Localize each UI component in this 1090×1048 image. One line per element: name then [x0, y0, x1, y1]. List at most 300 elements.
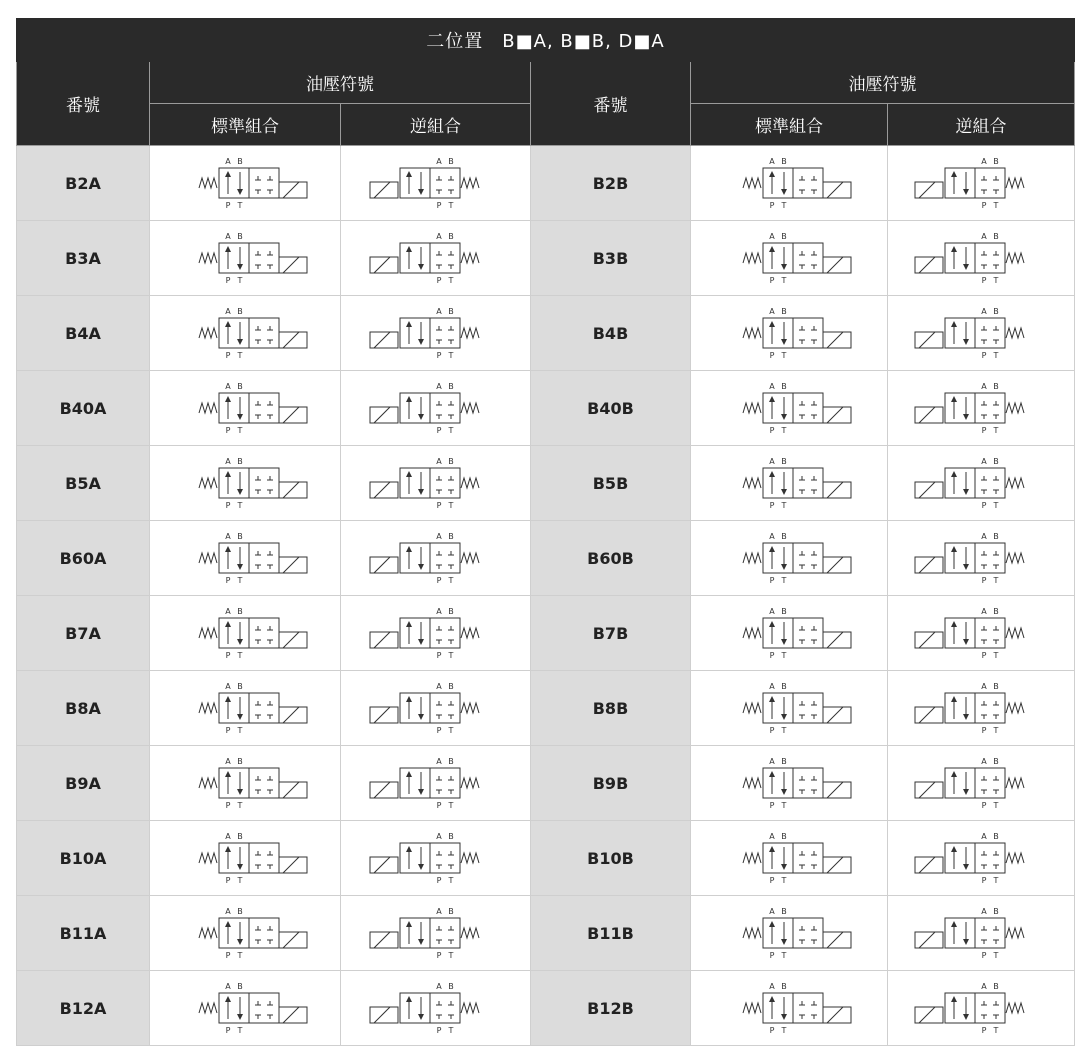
symbol-standard-b — [691, 896, 888, 971]
port-a-label: A — [981, 382, 987, 391]
port-b-label: B — [993, 532, 999, 541]
valve-code: B5A — [17, 446, 150, 521]
port-t-label: T — [237, 576, 243, 585]
port-a-label: A — [769, 157, 775, 166]
port-a-label: A — [981, 682, 987, 691]
valve-code: B10A — [17, 821, 150, 896]
port-t-label: T — [993, 351, 999, 360]
port-t-label: T — [448, 1026, 453, 1035]
valve-symbol-icon — [719, 602, 859, 664]
valve-code: B10B — [531, 821, 691, 896]
port-b-label: B — [447, 757, 454, 766]
valve-code: B4A — [17, 296, 150, 371]
port-t-label: T — [993, 951, 999, 960]
port-p-label: P — [769, 801, 775, 810]
standard-header-right: 標準組合 — [691, 104, 888, 146]
port-p-label: P — [436, 1026, 441, 1035]
port-t-label: T — [237, 501, 243, 510]
port-p-label: P — [769, 726, 775, 735]
port-t-label: T — [448, 351, 453, 360]
symbol-reverse-b — [888, 221, 1075, 296]
port-p-label: P — [981, 576, 987, 585]
valve-symbol-icon — [719, 227, 859, 289]
port-b-label: B — [781, 907, 787, 916]
port-p-label: P — [981, 801, 987, 810]
port-a-label: A — [769, 382, 775, 391]
symbol-standard-a — [150, 896, 341, 971]
code-header-right: 番號 — [531, 62, 691, 146]
port-a-label: A — [981, 307, 987, 316]
port-p-label: P — [436, 651, 441, 660]
valve-code: B8A — [17, 671, 150, 746]
valve-symbol-icon — [911, 452, 1051, 514]
port-a-label: A — [769, 982, 775, 991]
port-t-label: T — [448, 501, 453, 510]
port-p-label: P — [981, 951, 987, 960]
port-t-label: T — [993, 1026, 999, 1035]
port-p-label: P — [225, 951, 231, 960]
valve-code: B5B — [531, 446, 691, 521]
port-b-label: B — [781, 382, 787, 391]
symbol-reverse-a — [341, 146, 531, 221]
symbol-header-left: 油壓符號 — [150, 62, 531, 104]
symbol-reverse-a — [341, 371, 531, 446]
port-a-label: A — [225, 232, 231, 241]
valve-symbol-icon — [366, 752, 506, 814]
valve-code: B7B — [531, 596, 691, 671]
symbol-standard-a — [150, 221, 341, 296]
valve-code: B11A — [17, 896, 150, 971]
symbol-standard-b — [691, 671, 888, 746]
symbol-standard-b — [691, 596, 888, 671]
port-a-label: A — [981, 832, 987, 841]
port-b-label: B — [993, 682, 999, 691]
table-row — [17, 221, 1075, 296]
port-p-label: P — [769, 876, 775, 885]
port-t-label: T — [448, 951, 453, 960]
table-row — [17, 596, 1075, 671]
symbol-reverse-b — [888, 746, 1075, 821]
port-t-label: T — [237, 951, 243, 960]
port-a-label: A — [225, 382, 231, 391]
port-p-label: P — [436, 801, 441, 810]
valve-symbol-icon — [911, 977, 1051, 1039]
reverse-header-right: 逆組合 — [888, 104, 1075, 146]
valve-symbol-icon — [366, 677, 506, 739]
port-t-label: T — [781, 501, 787, 510]
port-p-label: P — [436, 501, 441, 510]
port-a-label: A — [225, 907, 231, 916]
valve-symbol-icon — [719, 752, 859, 814]
port-a-label: A — [435, 907, 442, 916]
valve-code: B8B — [531, 671, 691, 746]
port-t-label: T — [993, 651, 999, 660]
symbol-standard-a — [150, 146, 341, 221]
port-p-label: P — [981, 1026, 987, 1035]
valve-code: B40A — [17, 371, 150, 446]
port-a-label: A — [769, 457, 775, 466]
port-t-label: T — [993, 501, 999, 510]
port-p-label: P — [436, 426, 441, 435]
symbol-standard-b — [691, 821, 888, 896]
port-b-label: B — [447, 907, 454, 916]
valve-symbol-icon — [719, 152, 859, 214]
table-row — [17, 971, 1075, 1046]
port-t-label: T — [237, 1026, 243, 1035]
port-b-label: B — [447, 832, 454, 841]
valve-symbol-icon — [911, 302, 1051, 364]
valve-symbol-icon — [911, 827, 1051, 889]
port-b-label: B — [781, 982, 787, 991]
port-p-label: P — [225, 276, 231, 285]
port-t-label: T — [448, 276, 453, 285]
port-p-label: P — [769, 201, 775, 210]
port-p-label: P — [436, 951, 441, 960]
port-b-label: B — [447, 232, 454, 241]
symbol-standard-a — [150, 671, 341, 746]
valve-symbol-icon — [911, 527, 1051, 589]
port-p-label: P — [225, 801, 231, 810]
valve-symbol-icon — [719, 302, 859, 364]
port-b-label: B — [237, 982, 243, 991]
symbol-reverse-b — [888, 671, 1075, 746]
port-p-label: P — [981, 201, 987, 210]
port-b-label: B — [993, 832, 999, 841]
port-a-label: A — [225, 982, 231, 991]
symbol-reverse-a — [341, 671, 531, 746]
symbol-standard-a — [150, 821, 341, 896]
port-p-label: P — [225, 351, 231, 360]
port-t-label: T — [781, 426, 787, 435]
port-p-label: P — [769, 276, 775, 285]
symbol-standard-b — [691, 371, 888, 446]
port-p-label: P — [436, 726, 441, 735]
port-b-label: B — [781, 682, 787, 691]
port-b-label: B — [993, 382, 999, 391]
port-a-label: A — [981, 607, 987, 616]
port-b-label: B — [993, 907, 999, 916]
valve-code: B9B — [531, 746, 691, 821]
port-a-label: A — [981, 907, 987, 916]
standard-header-left: 標準組合 — [150, 104, 341, 146]
symbol-standard-b — [691, 221, 888, 296]
port-a-label: A — [769, 607, 775, 616]
port-b-label: B — [447, 157, 454, 166]
valve-symbol-icon — [719, 452, 859, 514]
valve-symbol-icon — [719, 827, 859, 889]
symbol-reverse-b — [888, 821, 1075, 896]
port-a-label: A — [981, 232, 987, 241]
port-t-label: T — [781, 351, 787, 360]
table-row — [17, 146, 1075, 221]
port-a-label: A — [435, 982, 442, 991]
port-t-label: T — [993, 801, 999, 810]
port-t-label: T — [448, 201, 453, 210]
port-a-label: A — [225, 682, 231, 691]
valve-symbol-icon — [366, 302, 506, 364]
valve-symbol-icon — [175, 152, 315, 214]
port-p-label: P — [981, 726, 987, 735]
port-t-label: T — [781, 951, 787, 960]
port-t-label: T — [237, 426, 243, 435]
port-p-label: P — [436, 201, 441, 210]
table-row — [17, 896, 1075, 971]
port-t-label: T — [448, 426, 453, 435]
valve-symbol-icon — [911, 152, 1051, 214]
valve-symbol-icon — [175, 752, 315, 814]
symbol-standard-a — [150, 521, 341, 596]
valve-symbol-icon — [175, 452, 315, 514]
symbol-reverse-a — [341, 221, 531, 296]
port-b-label: B — [237, 157, 243, 166]
port-p-label: P — [225, 1026, 231, 1035]
port-a-label: A — [435, 232, 442, 241]
port-b-label: B — [993, 232, 999, 241]
valve-symbol-icon — [366, 377, 506, 439]
port-a-label: A — [225, 832, 231, 841]
port-b-label: B — [993, 457, 999, 466]
symbol-reverse-a — [341, 821, 531, 896]
valve-symbol-icon — [911, 677, 1051, 739]
table-body — [17, 146, 1075, 1046]
port-p-label: P — [769, 651, 775, 660]
port-b-label: B — [993, 307, 999, 316]
port-b-label: B — [781, 457, 787, 466]
port-p-label: P — [769, 1026, 775, 1035]
port-b-label: B — [237, 757, 243, 766]
port-b-label: B — [237, 382, 243, 391]
valve-code: B40B — [531, 371, 691, 446]
port-a-label: A — [981, 532, 987, 541]
symbol-reverse-b — [888, 596, 1075, 671]
port-a-label: A — [981, 457, 987, 466]
port-a-label: A — [435, 532, 442, 541]
symbol-standard-a — [150, 446, 341, 521]
port-t-label: T — [993, 576, 999, 585]
valve-code: B12B — [531, 971, 691, 1046]
port-a-label: A — [435, 832, 442, 841]
port-t-label: T — [237, 801, 243, 810]
port-p-label: P — [436, 576, 441, 585]
symbol-reverse-a — [341, 971, 531, 1046]
valve-symbol-icon — [175, 602, 315, 664]
port-a-label: A — [769, 682, 775, 691]
symbol-standard-b — [691, 971, 888, 1046]
port-b-label: B — [237, 307, 243, 316]
port-p-label: P — [225, 501, 231, 510]
valve-symbol-icon — [366, 152, 506, 214]
valve-symbol-icon — [175, 377, 315, 439]
port-b-label: B — [237, 457, 243, 466]
symbol-standard-b — [691, 446, 888, 521]
reverse-header-left: 逆組合 — [341, 104, 531, 146]
port-p-label: P — [225, 726, 231, 735]
symbol-standard-b — [691, 296, 888, 371]
port-b-label: B — [447, 532, 454, 541]
table-title: 二位置 B■A, B■B, D■A — [17, 19, 1075, 62]
port-p-label: P — [769, 951, 775, 960]
port-p-label: P — [981, 501, 987, 510]
symbol-reverse-b — [888, 296, 1075, 371]
valve-symbol-icon — [366, 227, 506, 289]
table-row — [17, 521, 1075, 596]
valve-code: B2A — [17, 146, 150, 221]
port-b-label: B — [781, 757, 787, 766]
valve-symbol-icon — [911, 377, 1051, 439]
table-row — [17, 446, 1075, 521]
port-t-label: T — [993, 426, 999, 435]
port-a-label: A — [981, 982, 987, 991]
port-t-label: T — [448, 876, 453, 885]
port-p-label: P — [769, 426, 775, 435]
port-t-label: T — [781, 726, 787, 735]
port-a-label: A — [435, 457, 442, 466]
port-b-label: B — [993, 757, 999, 766]
port-a-label: A — [769, 532, 775, 541]
valve-symbol-icon — [911, 227, 1051, 289]
port-a-label: A — [225, 157, 231, 166]
port-a-label: A — [769, 307, 775, 316]
symbol-reverse-a — [341, 446, 531, 521]
port-b-label: B — [237, 232, 243, 241]
port-a-label: A — [435, 607, 442, 616]
port-a-label: A — [225, 307, 231, 316]
port-b-label: B — [781, 232, 787, 241]
valve-symbol-icon — [719, 977, 859, 1039]
valve-code: B60A — [17, 521, 150, 596]
table-row — [17, 371, 1075, 446]
port-a-label: A — [435, 307, 442, 316]
valve-symbol-icon — [719, 677, 859, 739]
port-b-label: B — [781, 157, 787, 166]
port-t-label: T — [237, 651, 243, 660]
valve-symbol-icon — [175, 302, 315, 364]
symbol-reverse-a — [341, 896, 531, 971]
port-a-label: A — [225, 532, 231, 541]
port-b-label: B — [237, 832, 243, 841]
port-p-label: P — [981, 876, 987, 885]
port-p-label: P — [225, 426, 231, 435]
port-a-label: A — [435, 157, 442, 166]
symbol-reverse-b — [888, 371, 1075, 446]
symbol-reverse-b — [888, 521, 1075, 596]
port-b-label: B — [447, 982, 454, 991]
valve-code: B3A — [17, 221, 150, 296]
valve-symbol-icon — [175, 227, 315, 289]
port-t-label: T — [781, 876, 787, 885]
port-t-label: T — [448, 576, 453, 585]
port-b-label: B — [237, 682, 243, 691]
symbol-reverse-a — [341, 521, 531, 596]
table-row — [17, 296, 1075, 371]
port-p-label: P — [436, 276, 441, 285]
port-a-label: A — [225, 457, 231, 466]
symbol-standard-a — [150, 371, 341, 446]
valve-symbol-icon — [719, 527, 859, 589]
port-b-label: B — [993, 607, 999, 616]
port-t-label: T — [237, 351, 243, 360]
valve-symbol-icon — [366, 527, 506, 589]
valve-code: B7A — [17, 596, 150, 671]
valve-code: B60B — [531, 521, 691, 596]
symbol-standard-a — [150, 746, 341, 821]
valve-symbol-icon — [366, 602, 506, 664]
valve-symbol-icon — [911, 752, 1051, 814]
port-b-label: B — [781, 532, 787, 541]
symbol-reverse-a — [341, 596, 531, 671]
port-a-label: A — [769, 832, 775, 841]
port-t-label: T — [993, 726, 999, 735]
symbol-standard-a — [150, 596, 341, 671]
valve-symbol-icon — [719, 902, 859, 964]
valve-symbol-icon — [911, 602, 1051, 664]
symbol-standard-b — [691, 146, 888, 221]
valve-code: B9A — [17, 746, 150, 821]
valve-symbol-icon — [175, 827, 315, 889]
port-a-label: A — [435, 757, 442, 766]
port-a-label: A — [435, 682, 442, 691]
port-p-label: P — [769, 351, 775, 360]
valve-symbol-icon — [175, 527, 315, 589]
table-row — [17, 746, 1075, 821]
symbol-reverse-b — [888, 971, 1075, 1046]
port-p-label: P — [225, 201, 231, 210]
port-b-label: B — [447, 307, 454, 316]
port-b-label: B — [993, 157, 999, 166]
port-p-label: P — [225, 651, 231, 660]
port-b-label: B — [447, 382, 454, 391]
port-p-label: P — [769, 576, 775, 585]
port-p-label: P — [436, 876, 441, 885]
port-t-label: T — [448, 726, 453, 735]
valve-symbol-icon — [175, 902, 315, 964]
port-a-label: A — [769, 907, 775, 916]
port-b-label: B — [237, 532, 243, 541]
port-b-label: B — [447, 607, 454, 616]
valve-symbol-icon — [719, 377, 859, 439]
port-p-label: P — [769, 501, 775, 510]
port-t-label: T — [237, 276, 243, 285]
symbol-reverse-a — [341, 746, 531, 821]
valve-symbol-icon — [175, 977, 315, 1039]
port-p-label: P — [981, 276, 987, 285]
port-a-label: A — [981, 757, 987, 766]
port-a-label: A — [981, 157, 987, 166]
port-b-label: B — [781, 307, 787, 316]
valve-spec-table — [16, 18, 1075, 1046]
port-t-label: T — [237, 201, 243, 210]
symbol-header-right: 油壓符號 — [691, 62, 1075, 104]
valve-symbol-icon — [366, 452, 506, 514]
port-t-label: T — [237, 876, 243, 885]
port-p-label: P — [436, 351, 441, 360]
table-row — [17, 671, 1075, 746]
port-t-label: T — [781, 801, 787, 810]
port-b-label: B — [993, 982, 999, 991]
symbol-standard-a — [150, 296, 341, 371]
port-a-label: A — [225, 757, 231, 766]
port-b-label: B — [781, 832, 787, 841]
port-t-label: T — [781, 201, 787, 210]
symbol-reverse-b — [888, 146, 1075, 221]
port-t-label: T — [781, 1026, 787, 1035]
valve-symbol-icon — [366, 827, 506, 889]
port-t-label: T — [781, 276, 787, 285]
valve-code: B2B — [531, 146, 691, 221]
port-t-label: T — [993, 876, 999, 885]
port-b-label: B — [237, 607, 243, 616]
port-b-label: B — [447, 457, 454, 466]
